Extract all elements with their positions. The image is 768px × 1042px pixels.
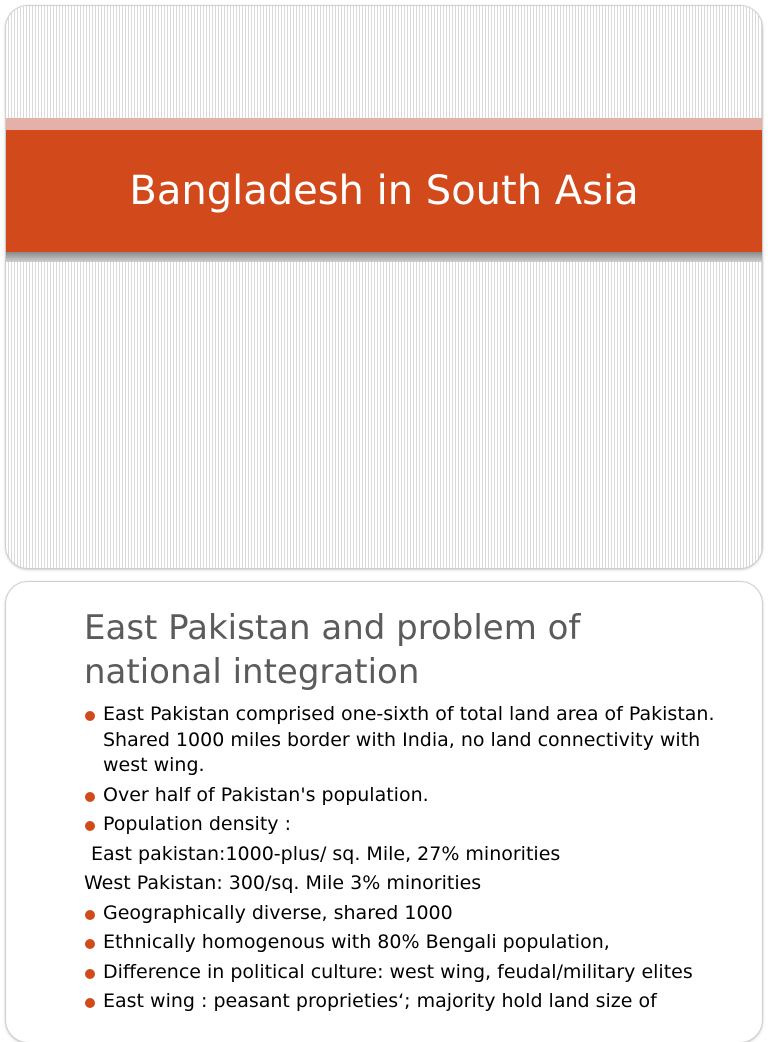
bullet-item (84, 812, 744, 838)
bullet-text: Geographically diverse, shared 1000 (103, 901, 453, 924)
bullet-dot-icon (85, 711, 95, 721)
bullet-item (84, 702, 744, 779)
bullet-text: Difference in political culture: west wing, feudal/military elites (103, 960, 693, 983)
plain-line: West Pakistan: 300/sq. Mile 3% minorities (84, 872, 482, 894)
content-slide (6, 582, 762, 1042)
title-band (6, 130, 762, 252)
bullet-text: Population density : (103, 813, 291, 835)
bullet-item (84, 960, 744, 986)
bullet-dot-icon (85, 939, 95, 949)
title-slide (6, 6, 762, 568)
bullet-text: Over half of Pakistan's population. (103, 783, 429, 806)
title-band-accent (6, 118, 762, 130)
content-slide-heading: East Pakistan and problem of national integration (84, 608, 581, 692)
bullet-text: Ethnically homogenous with 80% Bengali population, (103, 931, 610, 953)
slide-title: Bangladesh in South Asia (129, 168, 639, 214)
bullet-list (84, 702, 744, 1019)
title-band-shadow (6, 252, 762, 262)
bullet-text: East Pakistan comprised one-sixth of total land area of Pakistan. Shared 1000 miles border with India, no land connectivity with west wing. (103, 703, 715, 776)
plain-line: East pakistan:1000-plus/ sq. Mile, 27% minorities (91, 842, 561, 865)
bullet-dot-icon (85, 910, 95, 920)
bullet-dot-icon (85, 998, 95, 1008)
bullet-text: East wing : peasant proprieties‘; majority hold land size of (103, 990, 657, 1012)
bullet-dot-icon (85, 821, 95, 831)
bullet-dot-icon (85, 969, 95, 979)
bullet-item (84, 783, 744, 809)
bullet-dot-icon (85, 792, 95, 802)
bullet-item (84, 989, 744, 1015)
bullet-item (84, 901, 744, 927)
bullet-item (84, 930, 744, 956)
